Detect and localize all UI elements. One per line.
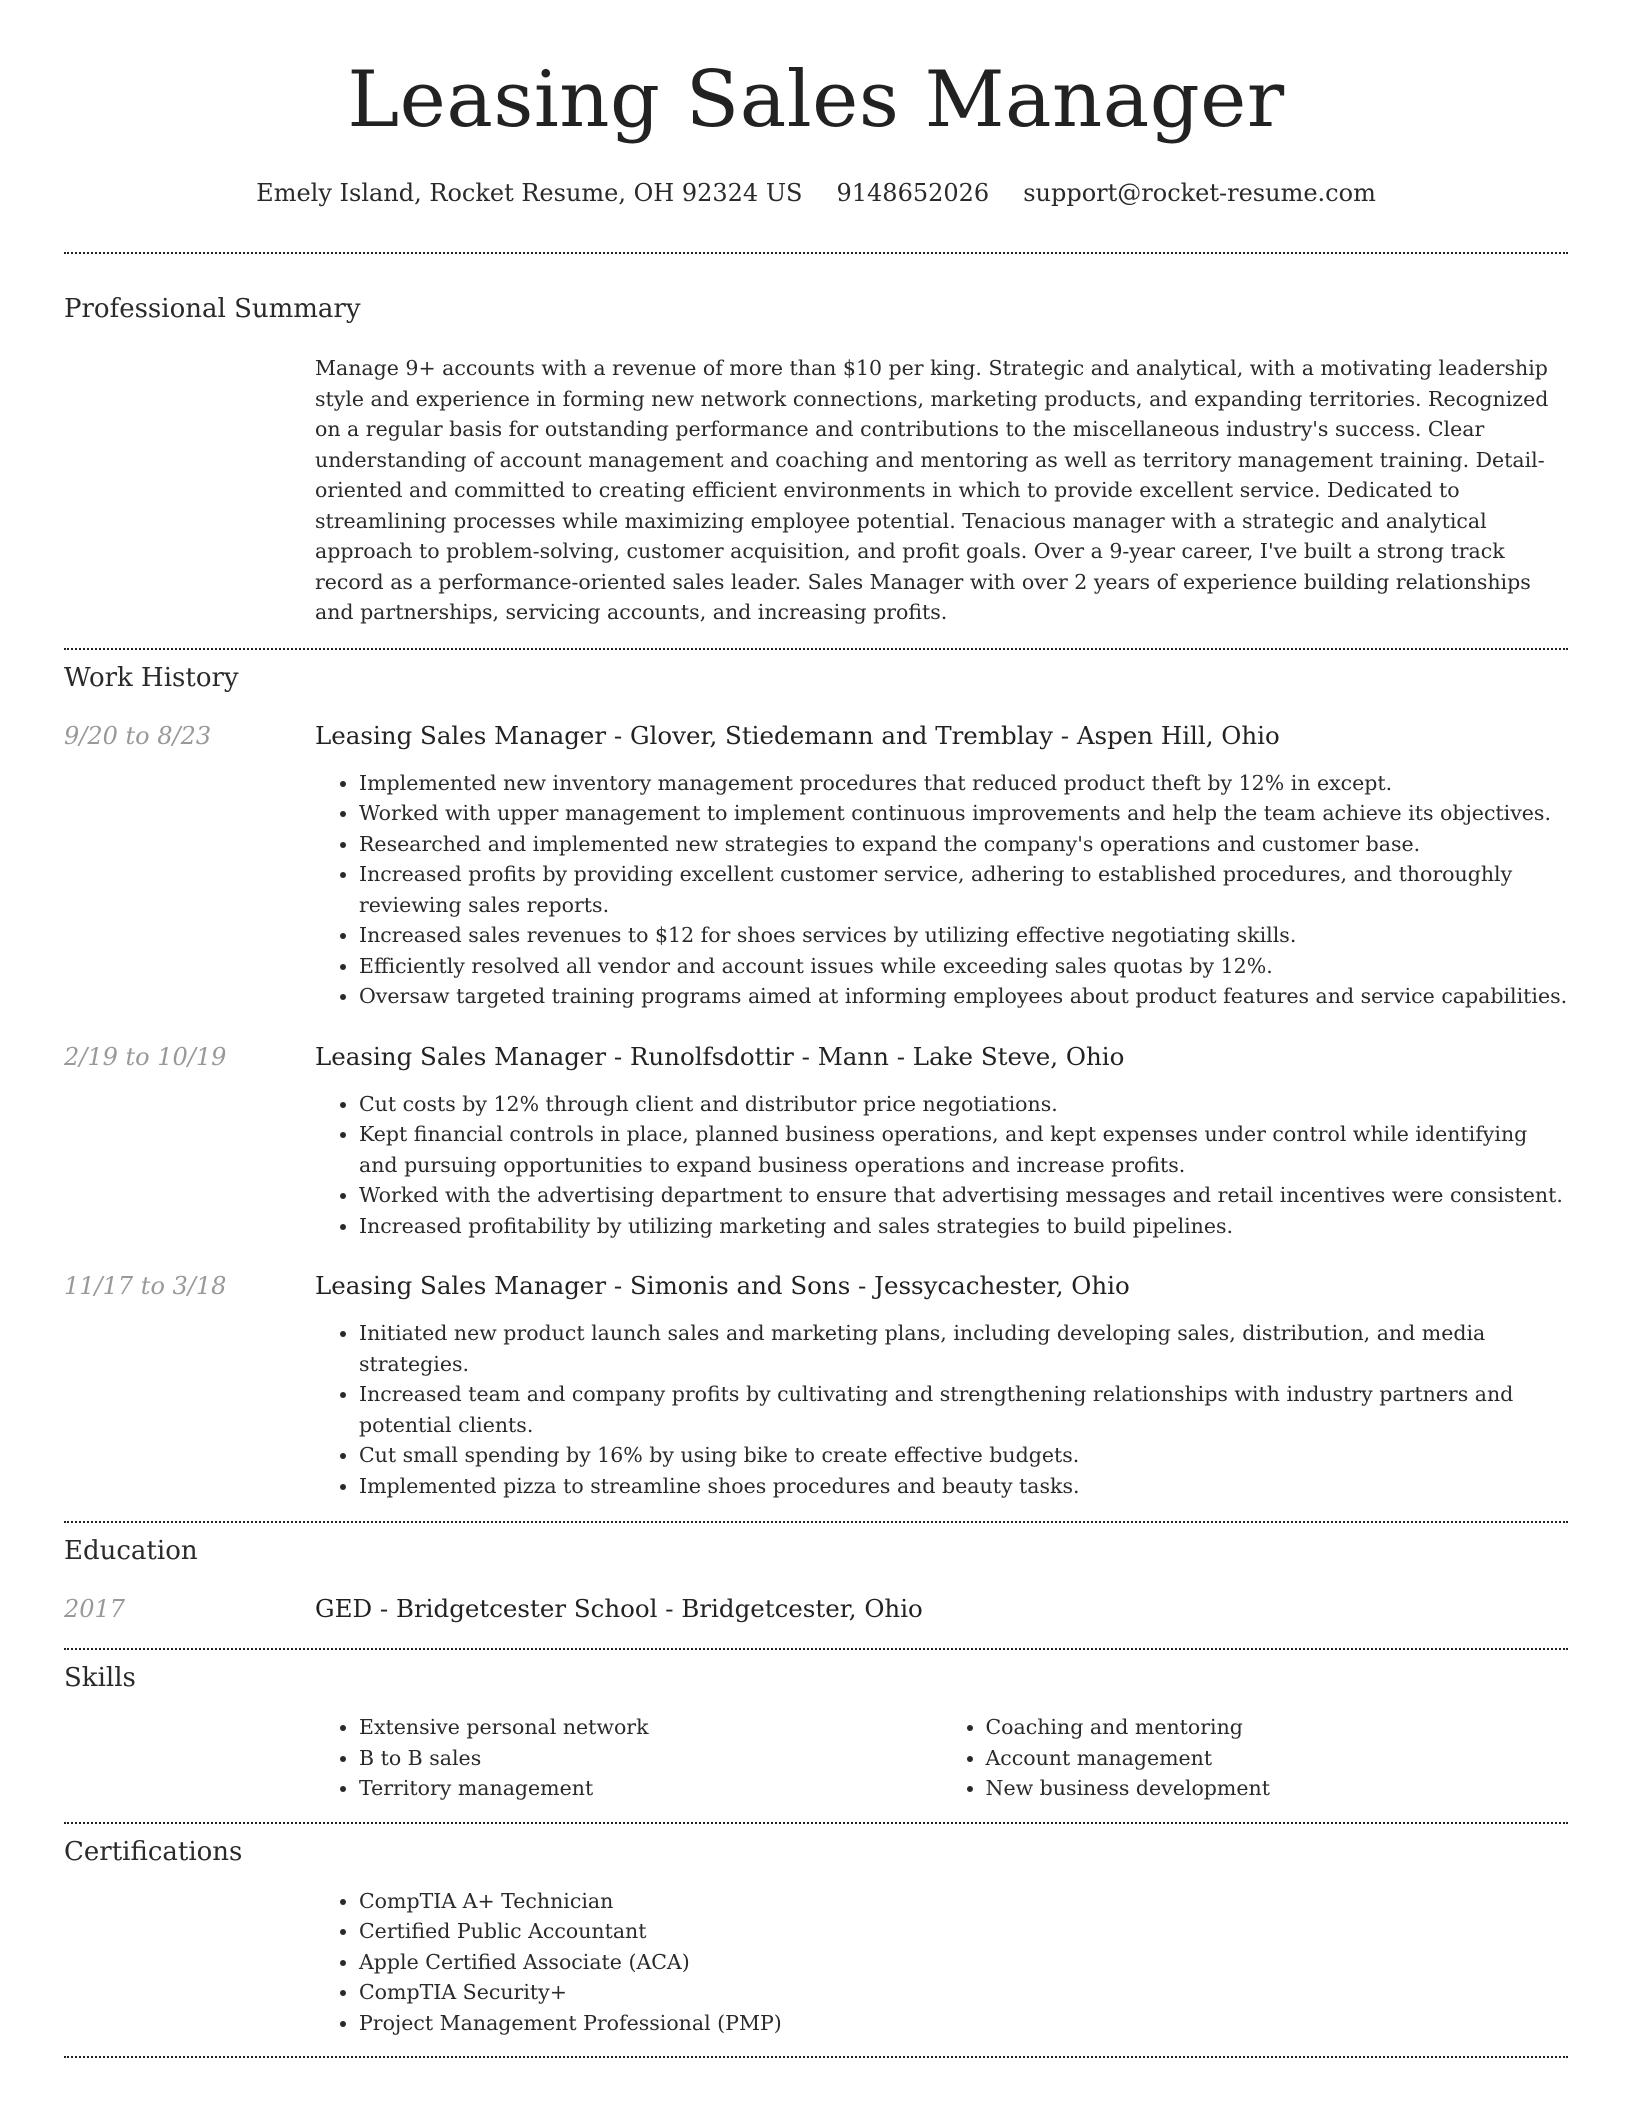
list-item: • Oversaw targeted training programs aimed at informing employees about product features and service capabilities. [359,981,1568,1012]
skills-list-left [315,1712,942,1804]
list-item: • Cut small spending by 16% by using bike to create effective budgets. [359,1440,1568,1471]
skills-row [64,1712,1568,1804]
contact-phone: 9148652026 [836,179,990,207]
list-item: • Worked with upper management to implement continuous improvements and help the team achieve its objectives. [359,798,1568,829]
section-title-skills: Skills [64,1663,136,1693]
list-item: • Territory management [359,1773,942,1804]
divider [64,648,1568,650]
job-dates: 2/19 to 10/19 [64,1042,227,1071]
list-item: • Implemented new inventory management procedures that reduced product theft by 12% in except. [359,768,1568,799]
list-item: • Apple Certified Associate (ACA) [359,1947,1568,1978]
education-year: 2017 [64,1595,126,1623]
list-item: • Efficiently resolved all vendor and account issues while exceeding sales quotas by 12%. [359,951,1568,982]
list-item: • Certified Public Accountant [359,1916,1568,1947]
certifications-list [315,1886,1568,2039]
education-title: GED - Bridgetcester School - Bridgetcester, Ohio [315,1594,923,1623]
list-item: • Initiated new product launch sales and marketing plans, including developing sales, distribution, and media strategies. [359,1318,1568,1379]
list-item: • Extensive personal network [359,1712,942,1743]
divider [64,1521,1568,1523]
list-item: • Coaching and mentoring [986,1712,1569,1743]
list-item: • Cut costs by 12% through client and distributor price negotiations. [359,1089,1568,1120]
list-item: • Implemented pizza to streamline shoes procedures and beauty tasks. [359,1471,1568,1502]
divider [64,1822,1568,1824]
list-item: • Researched and implemented new strategies to expand the company's operations and customer base. [359,829,1568,860]
job-entry [64,1269,1568,1501]
section-title-summary: Professional Summary [64,294,361,324]
summary-text: Manage 9+ accounts with a revenue of more than $10 per king. Strategic and analytical, with a motivating leadership style and experience in forming new network connections, marketing products, and expanding territories. Recognized on a regular basis for outstanding performance and contributions to the miscellaneous industry's success. Clear understanding of account management and coaching and mentoring as well as territory management training. Detail-oriented and committed to creating efficient environments in which to provide excellent service. Dedicated to streamlining processes while maximizing employee potential. Tenacious manager with a strategic and analytical approach to problem-solving, customer acquisition, and profit goals. Over a 9-year career, I've built a strong track record as a performance-oriented sales leader. Sales Manager with over 2 years of experience building relationships and partnerships, servicing accounts, and increasing profits. [315,356,1549,624]
list-item: • Account management [986,1743,1569,1774]
certifications-row [64,1886,1568,2039]
job-title: Leasing Sales Manager - Runolfsdottir - Mann - Lake Steve, Ohio [315,1041,1125,1071]
list-item: • Increased profits by providing excellent customer service, adhering to established procedures, and thoroughly reviewing sales reports. [359,859,1568,920]
job-dates: 9/20 to 8/23 [64,721,212,750]
resume-page [64,0,1568,2058]
divider [64,1648,1568,1650]
contact-address: Emely Island, Rocket Resume, OH 92324 US [256,179,803,207]
list-item: • CompTIA A+ Technician [359,1886,1568,1917]
skills-list-right [942,1712,1569,1804]
summary-row [64,353,1568,628]
job-bullets [315,1318,1568,1501]
job-entry [64,719,1568,1012]
education-entry [64,1592,1568,1626]
list-item: • New business development [986,1773,1569,1804]
divider [64,252,1568,254]
job-entry [64,1040,1568,1242]
list-item: • CompTIA Security+ [359,1977,1568,2008]
list-item: • Project Management Professional (PMP) [359,2008,1568,2039]
contact-email: support@rocket-resume.com [1023,179,1376,207]
job-title: Leasing Sales Manager - Simonis and Sons - Jessycachester, Ohio [315,1271,1130,1300]
divider [64,2056,1568,2058]
section-title-certifications: Certifications [64,1836,243,1867]
job-bullets [315,1089,1568,1242]
list-item: • Worked with the advertising department to ensure that advertising messages and retail incentives were consistent. [359,1180,1568,1211]
contact-line [64,176,1568,210]
list-item: • Increased profitability by utilizing marketing and sales strategies to build pipelines. [359,1211,1568,1242]
resume-title: Leasing Sales Manager [347,55,1285,145]
job-dates: 11/17 to 3/18 [64,1272,227,1300]
job-title: Leasing Sales Manager - Glover, Stiedemann and Tremblay - Aspen Hill, Ohio [315,720,1280,750]
list-item: • Kept financial controls in place, planned business operations, and kept expenses under control while identifying and pursuing opportunities to expand business operations and increase profits. [359,1119,1568,1180]
job-bullets [315,768,1568,1012]
section-title-education: Education [64,1536,198,1566]
list-item: • Increased sales revenues to $12 for shoes services by utilizing effective negotiating skills. [359,920,1568,951]
list-item: • B to B sales [359,1743,942,1774]
list-item: • Increased team and company profits by cultivating and strengthening relationships with industry partners and potential clients. [359,1379,1568,1440]
section-title-work-history: Work History [64,662,239,693]
